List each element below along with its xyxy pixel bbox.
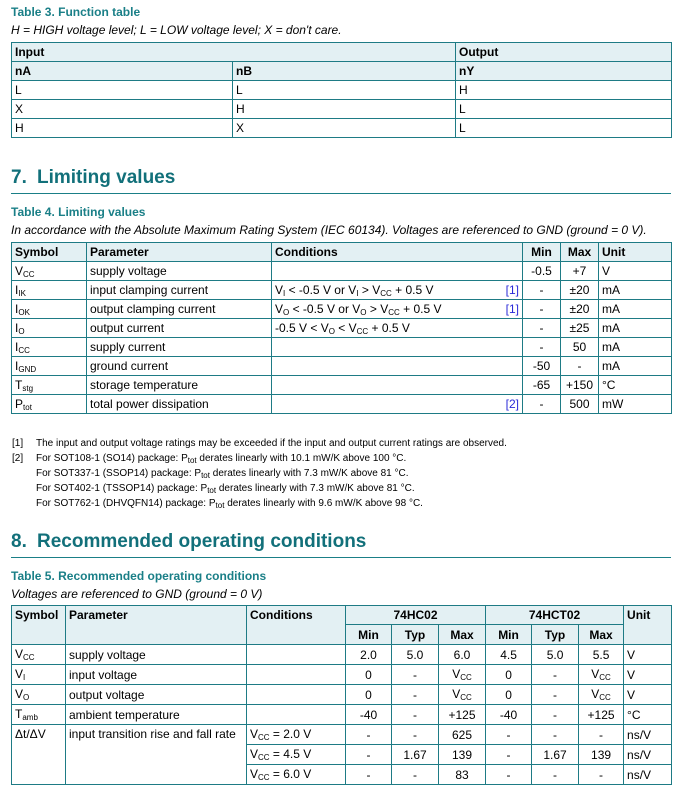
- value-cell: 5.0: [392, 645, 439, 665]
- unit-cell: mA: [599, 281, 672, 300]
- parameter-cell: output clamping current: [87, 300, 272, 319]
- recommended-operating-table: [11, 605, 672, 785]
- value-cell: -: [486, 725, 532, 745]
- table-row: [12, 725, 672, 745]
- table-row: [12, 262, 672, 281]
- value-cell: 0: [486, 685, 532, 705]
- footnote-mark: [1]: [12, 438, 24, 449]
- header-symbol: Symbol: [12, 243, 87, 262]
- value-cell: 0: [346, 665, 392, 685]
- value-cell: $V_{CC}$: [439, 685, 486, 705]
- header-na: nA: [12, 62, 233, 81]
- value-cell: -: [392, 705, 439, 725]
- unit-cell: ns/V: [624, 765, 672, 785]
- table3-note: H = HIGH voltage level; L = LOW voltage level; X = don't care.: [11, 23, 342, 37]
- value-cell: 0: [346, 685, 392, 705]
- header-conditions: Conditions: [272, 243, 523, 262]
- value-cell: 4.5: [486, 645, 532, 665]
- max-cell: 50: [561, 338, 599, 357]
- table3-caption: Table 3. Function table: [11, 5, 141, 19]
- value-cell: -: [346, 725, 392, 745]
- symbol-cell: $I_{CC}$: [12, 338, 87, 357]
- parameter-cell: output current: [87, 319, 272, 338]
- value-cell: +125: [579, 705, 624, 725]
- value-cell: -: [392, 725, 439, 745]
- subheader-typ: Typ: [532, 625, 579, 645]
- value-cell: -: [532, 765, 579, 785]
- value-cell: 5.5: [579, 645, 624, 665]
- symbol-cell: $V_O$: [12, 685, 66, 705]
- value-cell: 6.0: [439, 645, 486, 665]
- table4-footnotes: [0, 436, 689, 516]
- min-cell: -: [523, 395, 561, 414]
- header-unit: Unit: [624, 606, 672, 645]
- value-cell: 625: [439, 725, 486, 745]
- conditions-cell: $V_{CC} = 4.5$ V: [247, 745, 346, 765]
- min-cell: -: [523, 319, 561, 338]
- table-row: [12, 705, 672, 725]
- value-cell: 139: [579, 745, 624, 765]
- header-nb: nB: [233, 62, 456, 81]
- parameter-cell: supply current: [87, 338, 272, 357]
- conditions-cell: $V_I < -0.5$ V or $V_I > V_{CC} + 0.5$ V [1]: [272, 281, 523, 300]
- footnote-text: For SOT402-1 (TSSOP14) package: $P_{tot}$ derates linearly with 7.3 mW/K above 81 °C.: [36, 483, 415, 495]
- unit-cell: mA: [599, 300, 672, 319]
- conditions-cell: [247, 685, 346, 705]
- footnote-mark: [2]: [12, 453, 24, 464]
- cell: X: [233, 119, 456, 138]
- value-cell: -: [392, 765, 439, 785]
- min-cell: -: [523, 300, 561, 319]
- table-row: [12, 376, 672, 395]
- group-header-output: Output: [456, 43, 672, 62]
- header-conditions: Conditions: [247, 606, 346, 645]
- group-header-input: Input: [12, 43, 456, 62]
- value-cell: 139: [439, 745, 486, 765]
- unit-cell: mA: [599, 338, 672, 357]
- footnote-text: The input and output voltage ratings may be exceeded if the input and output current ratings are observed.: [36, 438, 507, 449]
- unit-cell: ns/V: [624, 745, 672, 765]
- cell: L: [233, 81, 456, 100]
- footnote-text: For SOT337-1 (SSOP14) package: $P_{tot}$ derates linearly with 7.3 mW/K above 81 °C.: [36, 468, 409, 480]
- conditions-cell: -0.5 $V < V_O < V_{CC} + 0.5$ V: [272, 319, 523, 338]
- function-table: [11, 42, 672, 138]
- symbol-cell: $T_{stg}$: [12, 376, 87, 395]
- conditions-cell: [272, 357, 523, 376]
- max-cell: +150: [561, 376, 599, 395]
- cell: L: [456, 100, 672, 119]
- cell: H: [456, 81, 672, 100]
- section-title: Recommended operating conditions: [37, 531, 367, 552]
- header-ny: nY: [456, 62, 672, 81]
- value-cell: -: [486, 745, 532, 765]
- symbol-cell: $V_{CC}$: [12, 262, 87, 281]
- footnote-ref-link[interactable]: [1]: [505, 282, 519, 297]
- conditions-cell: [247, 705, 346, 725]
- section-8-heading: [11, 531, 671, 558]
- value-cell: 2.0: [346, 645, 392, 665]
- conditions-cell: $V_{CC} = 6.0$ V: [247, 765, 346, 785]
- parameter-cell: total power dissipation: [87, 395, 272, 414]
- parameter-cell: supply voltage: [66, 645, 247, 665]
- unit-cell: mW: [599, 395, 672, 414]
- table-row: [12, 357, 672, 376]
- symbol-cell: $I_O$: [12, 319, 87, 338]
- unit-cell: °C: [599, 376, 672, 395]
- value-cell: -: [532, 705, 579, 725]
- conditions-cell: [272, 338, 523, 357]
- table-row: [12, 319, 672, 338]
- footnote-text: For SOT762-1 (DHVQFN14) package: $P_{tot}$ derates linearly with 9.6 mW/K above 98 °C.: [36, 498, 423, 510]
- symbol-cell: $V_{CC}$: [12, 645, 66, 665]
- value-cell: -: [486, 765, 532, 785]
- table-row: [12, 685, 672, 705]
- symbol-cell: $I_{OK}$: [12, 300, 87, 319]
- header-parameter: Parameter: [66, 606, 247, 645]
- conditions-cell: $V_{CC} = 2.0$ V: [247, 725, 346, 745]
- header-74hct02: 74HCT02: [486, 606, 624, 625]
- section-number: 7.: [11, 167, 27, 188]
- header-parameter: Parameter: [87, 243, 272, 262]
- symbol-cell: Δt/ΔV: [12, 725, 66, 785]
- cell: H: [233, 100, 456, 119]
- value-cell: -: [346, 745, 392, 765]
- table4-caption: Table 4. Limiting values: [11, 205, 146, 219]
- cell: X: [12, 100, 233, 119]
- value-cell: -: [532, 725, 579, 745]
- header-74hc02: 74HC02: [346, 606, 486, 625]
- section-7-heading: [11, 167, 671, 194]
- table5-caption: Table 5. Recommended operating conditions: [11, 569, 267, 583]
- max-cell: ±20: [561, 281, 599, 300]
- symbol-cell: $V_I$: [12, 665, 66, 685]
- unit-cell: ns/V: [624, 725, 672, 745]
- limiting-values-table: [11, 242, 672, 414]
- table5-note: Voltages are referenced to GND (ground = 0 V): [11, 587, 263, 601]
- cell: L: [12, 81, 233, 100]
- cell: H: [12, 119, 233, 138]
- section-title: Limiting values: [37, 167, 176, 188]
- symbol-cell: $T_{amb}$: [12, 705, 66, 725]
- table4-note: In accordance with the Absolute Maximum Rating System (IEC 60134). Voltages are referenced to GND (ground = 0 V).: [11, 223, 647, 237]
- footnote-ref-link[interactable]: [2]: [505, 397, 519, 411]
- min-cell: -65: [523, 376, 561, 395]
- conditions-cell: [272, 262, 523, 281]
- subheader-typ: Typ: [392, 625, 439, 645]
- value-cell: 1.67: [532, 745, 579, 765]
- min-cell: -0.5: [523, 262, 561, 281]
- table-row: [12, 119, 672, 138]
- value-cell: +125: [439, 705, 486, 725]
- parameter-cell: storage temperature: [87, 376, 272, 395]
- value-cell: 83: [439, 765, 486, 785]
- value-cell: -: [532, 685, 579, 705]
- symbol-cell: $I_{GND}$: [12, 357, 87, 376]
- max-cell: 500: [561, 395, 599, 414]
- table-row: [12, 300, 672, 319]
- unit-cell: V: [624, 645, 672, 665]
- parameter-cell: ambient temperature: [66, 705, 247, 725]
- subheader-max: Max: [439, 625, 486, 645]
- unit-cell: mA: [599, 357, 672, 376]
- unit-cell: V: [624, 665, 672, 685]
- value-cell: -: [579, 765, 624, 785]
- value-cell: -40: [486, 705, 532, 725]
- value-cell: 0: [486, 665, 532, 685]
- conditions-cell: [272, 376, 523, 395]
- table-row: [12, 395, 672, 414]
- conditions-cell: [247, 665, 346, 685]
- value-cell: -: [532, 665, 579, 685]
- header-symbol: Symbol: [12, 606, 66, 645]
- value-cell: -: [346, 765, 392, 785]
- value-cell: -: [579, 725, 624, 745]
- header-max: Max: [561, 243, 599, 262]
- symbol-cell: $P_{tot}$: [12, 395, 87, 414]
- subheader-min: Min: [486, 625, 532, 645]
- value-cell: 1.67: [392, 745, 439, 765]
- conditions-cell: [272, 395, 523, 414]
- section-number: 8.: [11, 531, 27, 552]
- value-cell: $V_{CC}$: [439, 665, 486, 685]
- unit-cell: V: [624, 685, 672, 705]
- max-cell: ±20: [561, 300, 599, 319]
- value-cell: -40: [346, 705, 392, 725]
- unit-cell: V: [599, 262, 672, 281]
- min-cell: -: [523, 338, 561, 357]
- symbol-cell: $I_{IK}$: [12, 281, 87, 300]
- subheader-max: Max: [579, 625, 624, 645]
- footnote-ref-link[interactable]: [1]: [505, 301, 519, 316]
- table-row: [12, 281, 672, 300]
- header-unit: Unit: [599, 243, 672, 262]
- conditions-cell: $V_O < -0.5$ V or $V_O > V_{CC} + 0.5$ V [1]: [272, 300, 523, 319]
- max-cell: +7: [561, 262, 599, 281]
- parameter-cell: output voltage: [66, 685, 247, 705]
- value-cell: $V_{CC}$: [579, 665, 624, 685]
- unit-cell: mA: [599, 319, 672, 338]
- value-cell: 5.0: [532, 645, 579, 665]
- max-cell: -: [561, 357, 599, 376]
- cell: L: [456, 119, 672, 138]
- footnote-text: For SOT108-1 (SO14) package: $P_{tot}$ derates linearly with 10.1 mW/K above 100 °C.: [36, 453, 407, 465]
- parameter-cell: input transition rise and fall rate: [66, 725, 247, 785]
- conditions-cell: [247, 645, 346, 665]
- parameter-cell: supply voltage: [87, 262, 272, 281]
- table-row: [12, 81, 672, 100]
- min-cell: -: [523, 281, 561, 300]
- value-cell: -: [392, 665, 439, 685]
- value-cell: -: [392, 685, 439, 705]
- parameter-cell: input voltage: [66, 665, 247, 685]
- table-row: [12, 100, 672, 119]
- unit-cell: °C: [624, 705, 672, 725]
- value-cell: $V_{CC}$: [579, 685, 624, 705]
- parameter-cell: ground current: [87, 357, 272, 376]
- min-cell: -50: [523, 357, 561, 376]
- header-min: Min: [523, 243, 561, 262]
- parameter-cell: input clamping current: [87, 281, 272, 300]
- table-row: [12, 665, 672, 685]
- table-row: [12, 645, 672, 665]
- subheader-min: Min: [346, 625, 392, 645]
- max-cell: ±25: [561, 319, 599, 338]
- table-row: [12, 338, 672, 357]
